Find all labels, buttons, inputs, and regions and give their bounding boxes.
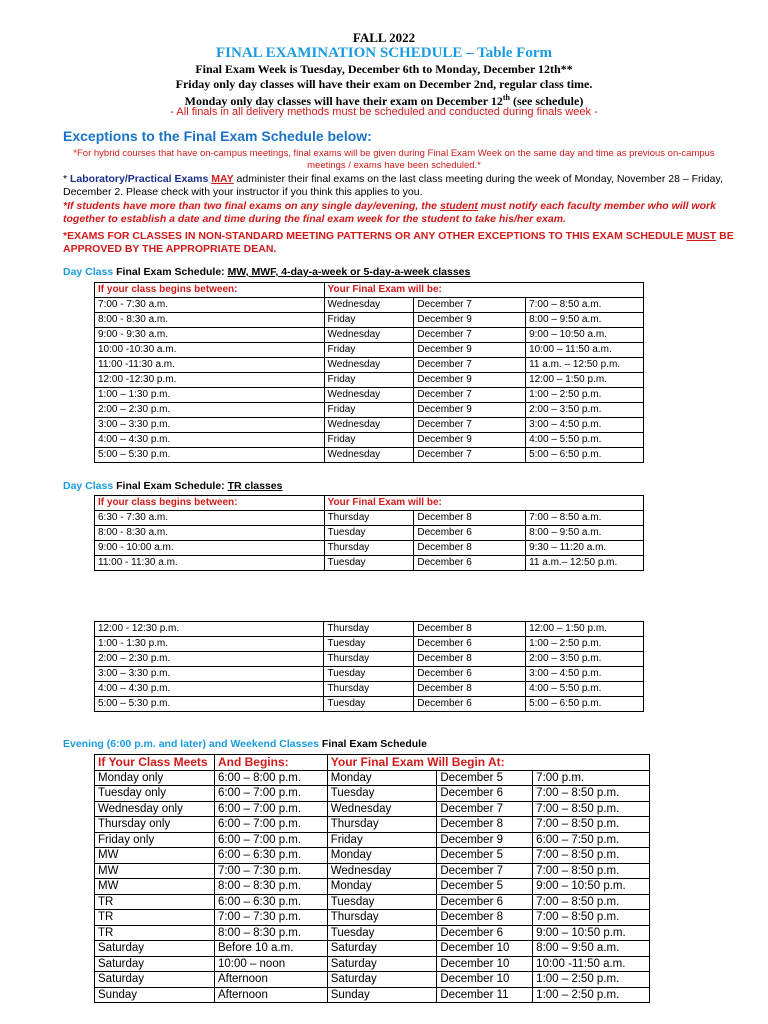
table-cell: MW: [95, 879, 215, 895]
table-cell: December 7: [437, 863, 533, 879]
table-cell: 8:00 - 8:30 a.m.: [95, 526, 325, 541]
table-cell: Thursday: [324, 511, 414, 526]
table-cell: Wednesday: [327, 801, 437, 817]
table-cell: 8:00 – 8:30 p.m.: [214, 925, 327, 941]
table-cell: 9:00 – 10:50 a.m.: [526, 328, 644, 343]
table-cell: Tuesday: [327, 925, 437, 941]
table-cell: Wednesday: [327, 863, 437, 879]
table-cell: 5:00 – 5:30 p.m.: [95, 697, 324, 712]
table-cell: MW: [95, 863, 215, 879]
table-cell: 11 a.m.– 12:50 p.m.: [526, 556, 644, 571]
table-cell: 4:00 – 4:30 p.m.: [95, 433, 325, 448]
table-cell: 10:00 – 11:50 a.m.: [526, 343, 644, 358]
table-cell: Tuesday: [324, 697, 414, 712]
table-cell: TR: [95, 894, 215, 910]
table-cell: Tuesday: [324, 556, 414, 571]
table-row: [95, 667, 644, 682]
table-row: [95, 925, 650, 941]
table-row: [95, 541, 644, 556]
table-cell: December 6: [414, 697, 526, 712]
table-cell: December 9: [437, 832, 533, 848]
table-row: [95, 879, 650, 895]
table-cell: 9:00 – 10:50 p.m.: [533, 879, 650, 895]
table-cell: 9:00 - 9:30 a.m.: [95, 328, 325, 343]
table-row: [95, 972, 650, 988]
table-header-row: [95, 283, 644, 298]
table-cell: December 7: [414, 298, 526, 313]
table-cell: December 7: [414, 418, 526, 433]
table-row: [95, 511, 644, 526]
table-cell: 6:00 – 6:30 p.m.: [214, 848, 327, 864]
table-cell: TR: [95, 910, 215, 926]
table-row: [95, 894, 650, 910]
table-cell: Friday: [324, 433, 414, 448]
hybrid-courses-note: *For hybrid courses that have on-campus meetings, final exams will be given during Final Exam Week on the same day and time as previous on-campus meetings / exams have been scheduled.*: [73, 148, 715, 171]
table-row: [95, 328, 644, 343]
table-cell: 10:00 – noon: [214, 956, 327, 972]
table-row: [95, 786, 650, 802]
table-cell: 9:00 - 10:00 a.m.: [95, 541, 325, 556]
table-cell: 9:30 – 11:20 a.m.: [526, 541, 644, 556]
table-cell: December 8: [414, 652, 526, 667]
table-cell: 4:00 – 5:50 p.m.: [526, 433, 644, 448]
table-cell: 1:00 - 1:30 p.m.: [95, 637, 324, 652]
table-cell: December 6: [437, 786, 533, 802]
table-cell: Tuesday: [324, 637, 414, 652]
table-cell: Sunday: [95, 987, 215, 1003]
table-cell: December 9: [414, 343, 526, 358]
table-row: [95, 556, 644, 571]
mwf-section-heading: Day Class Final Exam Schedule: MW, MWF, 4-day-a-week or 5-day-a-week classes: [63, 266, 471, 278]
table-header-row: [95, 496, 644, 511]
table-cell: 11:00 - 11:30 a.m.: [95, 556, 325, 571]
table-row: [95, 526, 644, 541]
table-cell: 1:00 – 1:30 p.m.: [95, 388, 325, 403]
table-cell: 11:00 -11:30 a.m.: [95, 358, 325, 373]
table-cell: Saturday: [327, 972, 437, 988]
exceptions-heading: Exceptions to the Final Exam Schedule below:: [63, 128, 372, 144]
column-header: Your Final Exam will be:: [324, 496, 643, 511]
table-cell: 6:00 – 6:30 p.m.: [214, 894, 327, 910]
nonstandard-patterns-note: *EXAMS FOR CLASSES IN NON-STANDARD MEETING PATTERNS OR ANY OTHER EXCEPTIONS TO THIS EXAM SCHEDULE MUST BE APPROVED BY THE APPROPRIATE DEAN.: [63, 230, 734, 255]
table-cell: Tuesday: [324, 667, 414, 682]
table-row: [95, 388, 644, 403]
table-cell: Wednesday: [324, 448, 414, 463]
table-cell: 5:00 – 6:50 p.m.: [526, 697, 644, 712]
table-cell: December 8: [414, 682, 526, 697]
table-row: [95, 637, 644, 652]
table-cell: Friday: [324, 313, 414, 328]
table-cell: Wednesday: [324, 328, 414, 343]
table-cell: December 7: [414, 328, 526, 343]
table-cell: Thursday: [324, 652, 414, 667]
table-cell: Monday: [327, 848, 437, 864]
table-cell: Afternoon: [214, 972, 327, 988]
table-cell: MW: [95, 848, 215, 864]
table-cell: 7:00 – 8:50 p.m.: [533, 786, 650, 802]
table-cell: Friday: [324, 403, 414, 418]
table-cell: December 7: [414, 448, 526, 463]
table-cell: 8:00 – 9:50 a.m.: [533, 941, 650, 957]
table-cell: December 8: [437, 817, 533, 833]
table-cell: 2:00 – 2:30 p.m.: [95, 652, 324, 667]
table-cell: 6:00 – 7:00 p.m.: [214, 817, 327, 833]
table-cell: December 6: [437, 894, 533, 910]
table-row: [95, 313, 644, 328]
table-cell: December 6: [414, 556, 526, 571]
table-cell: 10:00 -11:50 a.m.: [533, 956, 650, 972]
table-cell: Friday only: [95, 832, 215, 848]
table-cell: 7:00 – 7:30 p.m.: [214, 863, 327, 879]
table-cell: Thursday: [327, 817, 437, 833]
table-cell: December 5: [437, 770, 533, 786]
tr-schedule-table: [94, 495, 644, 571]
table-cell: December 8: [437, 910, 533, 926]
table-cell: Thursday only: [95, 817, 215, 833]
table-cell: 1:00 – 2:50 p.m.: [533, 987, 650, 1003]
table-cell: Thursday: [324, 622, 414, 637]
table-cell: 4:00 – 4:30 p.m.: [95, 682, 324, 697]
table-cell: 2:00 – 2:30 p.m.: [95, 403, 325, 418]
table-cell: December 11: [437, 987, 533, 1003]
table-cell: 7:00 – 8:50 p.m.: [533, 848, 650, 864]
table-cell: December 10: [437, 956, 533, 972]
table-cell: Wednesday: [324, 418, 414, 433]
table-row: [95, 801, 650, 817]
table-cell: Monday only: [95, 770, 215, 786]
table-cell: December 9: [414, 403, 526, 418]
table-cell: December 10: [437, 972, 533, 988]
column-header: And Begins:: [214, 755, 327, 771]
table-row: [95, 403, 644, 418]
table-cell: 8:00 – 8:30 p.m.: [214, 879, 327, 895]
table-header-row: [95, 755, 650, 771]
two-finals-note: *If students have more than two final exams on any single day/evening, the student must notify each faculty member who will work together to establish a date and time during the final exam week for the student to take his/her exam.: [63, 200, 716, 225]
table-cell: December 5: [437, 848, 533, 864]
table-cell: 4:00 – 5:50 p.m.: [526, 682, 644, 697]
table-cell: Before 10 a.m.: [214, 941, 327, 957]
table-cell: 7:00 – 8:50 p.m.: [533, 863, 650, 879]
exam-week-info: [0, 62, 768, 106]
table-cell: 7:00 - 7:30 a.m.: [95, 298, 325, 313]
table-cell: 1:00 – 2:50 p.m.: [526, 388, 644, 403]
table-cell: December 6: [414, 637, 526, 652]
table-cell: December 7: [414, 388, 526, 403]
table-row: [95, 987, 650, 1003]
table-cell: December 6: [437, 925, 533, 941]
table-cell: TR: [95, 925, 215, 941]
table-cell: Friday: [324, 373, 414, 388]
document-title: FINAL EXAMINATION SCHEDULE – Table Form: [215, 45, 552, 61]
table-cell: 5:00 – 5:30 p.m.: [95, 448, 325, 463]
table-row: [95, 448, 644, 463]
monday-only-line: Monday only day classes will have their exam on December 12th (see schedule): [184, 93, 584, 108]
table-row: [95, 358, 644, 373]
table-cell: 6:00 – 8:00 p.m.: [214, 770, 327, 786]
table-row: [95, 863, 650, 879]
exam-week-line: Final Exam Week is Tuesday, December 6th to Monday, December 12th**: [195, 62, 573, 76]
evening-schedule-table: [94, 754, 650, 1003]
column-header: If your class begins between:: [95, 283, 325, 298]
table-cell: 6:00 – 7:00 p.m.: [214, 801, 327, 817]
term-heading: FALL 2022: [352, 30, 416, 45]
table-cell: Saturday: [327, 941, 437, 957]
table-cell: Saturday: [95, 956, 215, 972]
mwf-schedule-table: [94, 282, 644, 463]
table-cell: 11 a.m. – 12:50 p.m.: [526, 358, 644, 373]
table-cell: 8:00 - 8:30 a.m.: [95, 313, 325, 328]
table-cell: Wednesday: [324, 358, 414, 373]
table-cell: Tuesday: [327, 894, 437, 910]
table-cell: 10:00 -10:30 a.m.: [95, 343, 325, 358]
table-cell: Monday: [327, 879, 437, 895]
table-cell: Monday: [327, 770, 437, 786]
table-cell: December 5: [437, 879, 533, 895]
table-row: [95, 848, 650, 864]
table-cell: Tuesday only: [95, 786, 215, 802]
table-cell: Thursday: [324, 682, 414, 697]
table-cell: 6:00 – 7:50 p.m.: [533, 832, 650, 848]
friday-only-line: Friday only day classes will have their exam on December 2nd, regular class time.: [175, 76, 593, 91]
table-cell: 2:00 – 3:50 p.m.: [526, 652, 644, 667]
table-cell: 7:00 – 8:50 a.m.: [526, 511, 644, 526]
evening-section-heading: Evening (6:00 p.m. and later) and Weekend Classes Final Exam Schedule: [63, 738, 427, 750]
table-cell: December 8: [414, 511, 526, 526]
table-cell: 1:00 – 2:50 p.m.: [533, 972, 650, 988]
table-cell: Tuesday: [327, 786, 437, 802]
table-cell: 6:00 – 7:00 p.m.: [214, 832, 327, 848]
table-cell: December 8: [414, 622, 526, 637]
table-row: [95, 298, 644, 313]
table-cell: 3:00 – 4:50 p.m.: [526, 418, 644, 433]
table-cell: December 8: [414, 541, 526, 556]
table-row: [95, 956, 650, 972]
table-cell: 8:00 – 9:50 a.m.: [526, 526, 644, 541]
table-cell: Afternoon: [214, 987, 327, 1003]
table-cell: December 9: [414, 373, 526, 388]
table-cell: 7:00 – 8:50 p.m.: [533, 894, 650, 910]
table-cell: Sunday: [327, 987, 437, 1003]
table-cell: December 6: [414, 526, 526, 541]
table-cell: 6:30 - 7:30 a.m.: [95, 511, 325, 526]
table-cell: December 9: [414, 313, 526, 328]
table-cell: 7:00 – 8:50 p.m.: [533, 817, 650, 833]
table-cell: Wednesday: [324, 298, 414, 313]
table-cell: 12:00 – 1:50 p.m.: [526, 622, 644, 637]
table-cell: Friday: [327, 832, 437, 848]
table-row: [95, 682, 644, 697]
table-cell: 3:00 – 4:50 p.m.: [526, 667, 644, 682]
tr-schedule-table-continued: [94, 621, 644, 712]
table-cell: Saturday: [95, 941, 215, 957]
column-header: If your class begins between:: [95, 496, 325, 511]
table-cell: Saturday: [95, 972, 215, 988]
table-cell: 9:00 – 10:50 p.m.: [533, 925, 650, 941]
table-cell: 6:00 – 7:00 p.m.: [214, 786, 327, 802]
table-cell: December 7: [414, 358, 526, 373]
table-row: [95, 343, 644, 358]
table-cell: 7:00 – 7:30 p.m.: [214, 910, 327, 926]
table-cell: Wednesday only: [95, 801, 215, 817]
table-cell: Thursday: [327, 910, 437, 926]
table-row: [95, 817, 650, 833]
column-header: If Your Class Meets: [95, 755, 215, 771]
table-cell: 7:00 – 8:50 a.m.: [526, 298, 644, 313]
column-header: Your Final Exam Will Begin At:: [327, 755, 649, 771]
table-cell: December 10: [437, 941, 533, 957]
table-cell: 3:00 – 3:30 p.m.: [95, 667, 324, 682]
table-cell: December 7: [437, 801, 533, 817]
table-row: [95, 433, 644, 448]
lab-exams-note: * Laboratory/Practical Exams MAY administer their final exams on the last class meeting during the week of Monday, November 28 – Friday, December 2. Please check with your instructor if you think this applies to you.: [63, 173, 723, 198]
table-cell: Wednesday: [324, 388, 414, 403]
table-cell: 12:00 - 12:30 p.m.: [95, 622, 324, 637]
table-cell: 2:00 – 3:50 p.m.: [526, 403, 644, 418]
table-row: [95, 373, 644, 388]
table-cell: December 9: [414, 433, 526, 448]
table-row: [95, 832, 650, 848]
tr-section-heading: Day Class Final Exam Schedule: TR classes: [63, 480, 283, 492]
all-finals-notice: - All finals in all delivery methods must be scheduled and conducted during finals week -: [170, 106, 598, 118]
table-cell: 5:00 – 6:50 p.m.: [526, 448, 644, 463]
table-row: [95, 941, 650, 957]
table-cell: December 6: [414, 667, 526, 682]
table-cell: Friday: [324, 343, 414, 358]
table-row: [95, 910, 650, 926]
table-row: [95, 770, 650, 786]
table-cell: 7:00 p.m.: [533, 770, 650, 786]
table-row: [95, 622, 644, 637]
table-row: [95, 697, 644, 712]
column-header: Your Final Exam will be:: [324, 283, 643, 298]
table-cell: Saturday: [327, 956, 437, 972]
table-row: [95, 652, 644, 667]
table-cell: 7:00 – 8:50 p.m.: [533, 801, 650, 817]
table-cell: Tuesday: [324, 526, 414, 541]
table-cell: 7:00 – 8:50 p.m.: [533, 910, 650, 926]
table-cell: 1:00 – 2:50 p.m.: [526, 637, 644, 652]
table-cell: 8:00 – 9:50 a.m.: [526, 313, 644, 328]
table-row: [95, 418, 644, 433]
table-cell: 3:00 – 3:30 p.m.: [95, 418, 325, 433]
table-cell: 12:00 – 1:50 p.m.: [526, 373, 644, 388]
table-cell: 12:00 -12:30 p.m.: [95, 373, 325, 388]
table-cell: Thursday: [324, 541, 414, 556]
